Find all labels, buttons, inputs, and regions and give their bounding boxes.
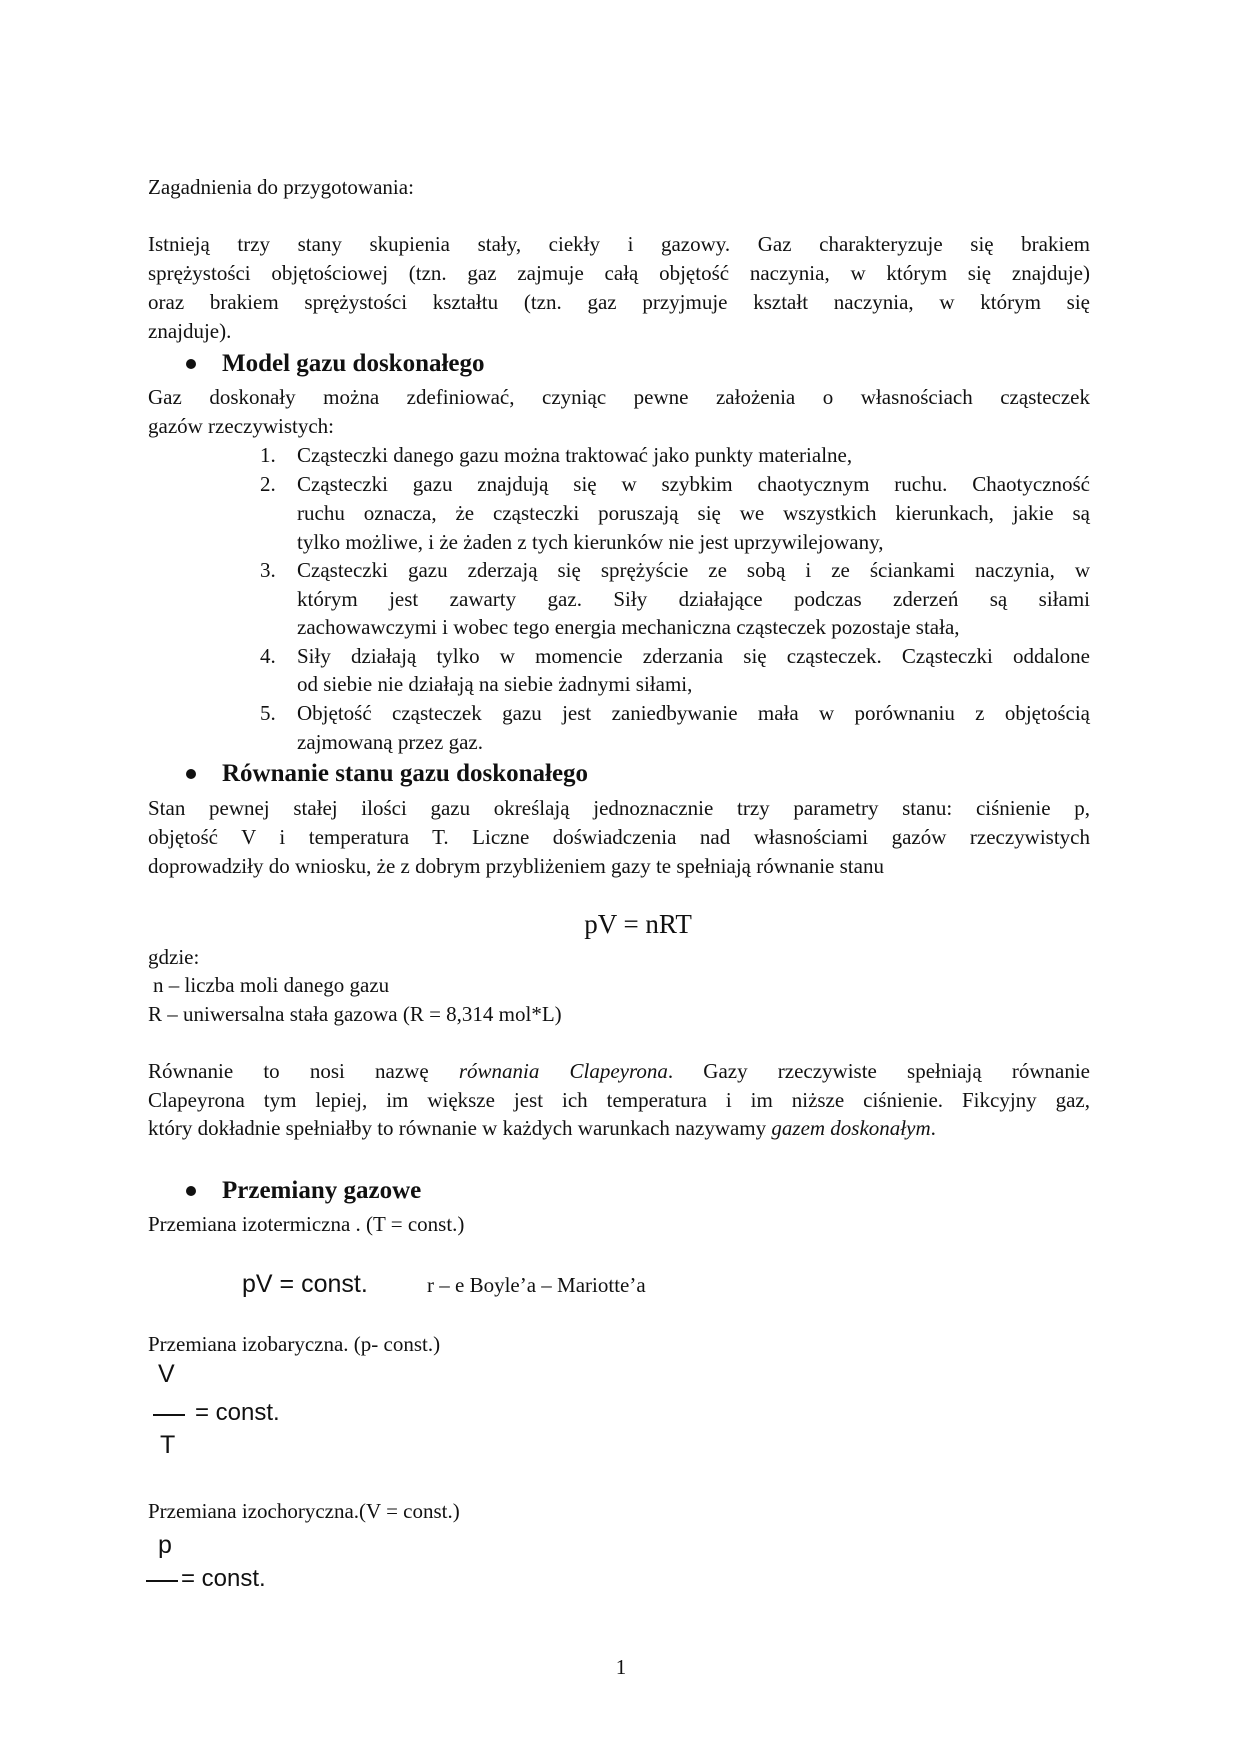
section-heading: Równanie stanu gazu doskonałego <box>222 760 589 787</box>
fraction-numerator: V <box>158 1360 175 1388</box>
paragraph-line <box>148 1114 1090 1143</box>
list-item: od siebie nie działają na siebie żadnymi siłami, <box>297 672 693 696</box>
list-number: 1. <box>260 443 276 467</box>
bullet-icon <box>186 769 196 779</box>
list-item: Objętość cząsteczek gazu jest zaniedbywanie mała w porównaniu z objętością <box>297 701 1090 725</box>
list-number: 2. <box>260 472 276 496</box>
list-item: Cząsteczki gazu zderzają się sprężyście ze sobą i ze ściankami naczynia, w <box>297 558 1090 582</box>
isochoric-label: Przemiana izochoryczna.(V = const.) <box>148 1499 460 1523</box>
text: . <box>930 1116 936 1140</box>
text: . Gazy rzeczywiste spełniają równanie <box>667 1059 1090 1083</box>
where-label: gdzie: <box>148 945 200 969</box>
intro-line: sprężystości objętościowej (tzn. gaz zajmuje całą objętość naczynia, w którym się znajduje) <box>148 261 1090 285</box>
italic-term: równania Clapeyrona <box>458 1059 668 1083</box>
paragraph-line: gazów rzeczywistych: <box>148 414 334 438</box>
list-number: 5. <box>260 701 276 725</box>
boyle-mariotte-law: r – e Boyle’a – Mariotte’a <box>427 1273 646 1297</box>
list-item: Cząsteczki gazu znajdują się w szybkim chaotycznym ruchu. Chaotyczność <box>297 472 1090 496</box>
isothermal-equation: pV = const. <box>242 1270 368 1298</box>
title: Zagadnienia do przygotowania: <box>148 175 414 199</box>
intro-line: oraz brakiem sprężystości kształtu (tzn. gaz przyjmuje kształt naczynia, w którym się <box>148 290 1090 314</box>
page-number: 1 <box>615 1655 627 1679</box>
list-item: zachowawczymi i wobec tego energia mechaniczna cząsteczek pozostaje stała, <box>297 615 960 639</box>
isothermal-label: Przemiana izotermiczna . (T = const.) <box>148 1212 465 1236</box>
list-item: zajmowaną przez gaz. <box>297 730 483 754</box>
n-definition: n – liczba moli danego gazu <box>153 973 390 997</box>
paragraph-line: Stan pewnej stałej ilości gazu określają jednoznacznie trzy parametry stanu: ciśnienie p, <box>148 796 1090 820</box>
list-number: 3. <box>260 558 276 582</box>
ideal-gas-equation: pV = nRT <box>584 909 692 939</box>
intro-line: Istnieją trzy stany skupienia stały, ciekły i gazowy. Gaz charakteryzuje się brakiem <box>148 232 1090 256</box>
paragraph-line: Gaz doskonały można zdefiniować, czyniąc pewne założenia o własnościach cząsteczek <box>148 385 1090 409</box>
fraction-denominator: T <box>160 1431 176 1459</box>
isobaric-label: Przemiana izobaryczna. (p- const.) <box>148 1332 441 1356</box>
section-heading: Model gazu doskonałego <box>222 350 485 377</box>
list-item: ruchu oznacza, że cząsteczki poruszają się we wszystkich kierunkach, jakie są <box>297 501 1090 525</box>
fraction-rhs: = const. <box>181 1565 266 1592</box>
text: Równanie to nosi nazwę <box>148 1059 459 1083</box>
paragraph-line: Clapeyrona tym lepiej, im większe jest ich temperatura i im niższe ciśnienie. Fikcyjny gaz, <box>148 1088 1090 1112</box>
paragraph-line: objętość V i temperatura T. Liczne doświadczenia nad własnościami gazów rzeczywistych <box>148 825 1090 849</box>
intro-line: znajduje). <box>148 319 232 343</box>
list-item: którym jest zawarty gaz. Siły działające podczas zderzeń są siłami <box>297 587 1090 611</box>
fraction-rhs: = const. <box>195 1399 280 1426</box>
paragraph-line: doprowadziły do wniosku, że z dobrym przybliżeniem gazy te spełniają równanie stanu <box>148 854 884 878</box>
list-item: Cząsteczki danego gazu można traktować jako punkty materialne, <box>297 443 853 467</box>
italic-term: gazem doskonałym <box>771 1116 931 1140</box>
paragraph-line <box>148 1057 1090 1086</box>
bullet-icon <box>186 1186 196 1196</box>
fraction-line <box>153 1414 185 1416</box>
list-number: 4. <box>260 644 276 668</box>
fraction-numerator: p <box>158 1531 172 1559</box>
r-definition: R – uniwersalna stała gazowa (R = 8,314 mol*L) <box>148 1002 562 1026</box>
text: który dokładnie spełniałby to równanie w każdych warunkach nazywamy <box>148 1116 772 1140</box>
list-item: Siły działają tylko w momencie zderzania się cząsteczek. Cząsteczki oddalone <box>297 644 1090 668</box>
section-heading: Przemiany gazowe <box>222 1177 422 1204</box>
bullet-icon <box>186 359 196 369</box>
fraction-line <box>146 1580 178 1582</box>
list-item: tylko możliwe, i że żaden z tych kierunków nie jest uprzywilejowany, <box>297 530 884 554</box>
